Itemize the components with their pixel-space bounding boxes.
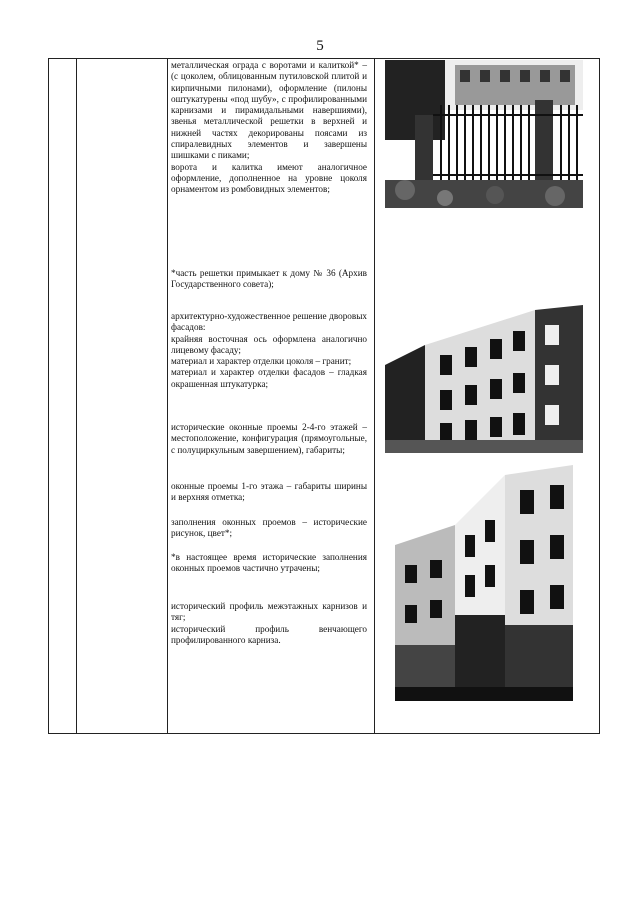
building-photo-icon: [385, 305, 583, 453]
paragraph-crown-cornice: исторический профиль венчающего профилированного карниза.: [171, 623, 367, 645]
paragraph-windows-ground: оконные проемы 1-го этажа – габариты ширины и верхняя отметка;: [171, 481, 367, 503]
photo-courtyard-facade-1: [385, 305, 583, 453]
paragraph-facade-finish: материал и характер отделки фасадов – гладкая окрашенная штукатурка;: [171, 367, 367, 389]
paragraph-gates: ворота и калитка имеют аналогичное оформление, дополненное на уровне цоколя орнаментом из ромбовидных элементов;: [171, 161, 367, 195]
photo-metal-fence: [385, 60, 583, 208]
column-divider: [167, 59, 168, 733]
fence-photo-icon: [385, 60, 583, 208]
building-photo-icon: [395, 465, 573, 701]
page-number: 5: [316, 38, 324, 54]
paragraph-window-fill: заполнения оконных проемов – исторические рисунок, цвет*;: [171, 517, 367, 539]
paragraph-note-fence: *часть решетки примыкает к дому № 36 (Архив Государственного совета);: [171, 268, 367, 290]
paragraph-plinth: материал и характер отделки цоколя – гранит;: [171, 356, 352, 367]
column-divider: [374, 59, 375, 733]
paragraph-cornices: исторический профиль межэтажных карнизов и тяг;: [171, 601, 367, 623]
paragraph-courtyard-heading: архитектурно-художественное решение дворовых фасадов:: [171, 311, 367, 333]
paragraph-fence: металлическая ограда с воротами и калиткой* – (с цоколем, облицованным путиловской плитой и кирпичными пилонами), оформление (пилоны оштукатурены «под шубу», с профилированными карнизами и пирамидальными навершиями), звенья металлической решетки в верхней и нижней частях декорированы поясами из спиралевидных элементов и завершены шишками с пиками;: [171, 60, 367, 161]
paragraph-windows-upper: исторические оконные проемы 2-4-го этажей – местоположение, конфигурация (прямоугольные, с полуциркульным завершением), габариты;: [171, 422, 367, 455]
paragraph-note-windows: *в настоящее время исторические заполнения оконных проемов частично утрачены;: [171, 552, 367, 574]
column-divider: [76, 59, 77, 733]
paragraph-east-axis: крайняя восточная ось оформлена аналогично лицевому фасаду;: [171, 333, 367, 355]
photo-courtyard-facade-2: [395, 465, 573, 701]
